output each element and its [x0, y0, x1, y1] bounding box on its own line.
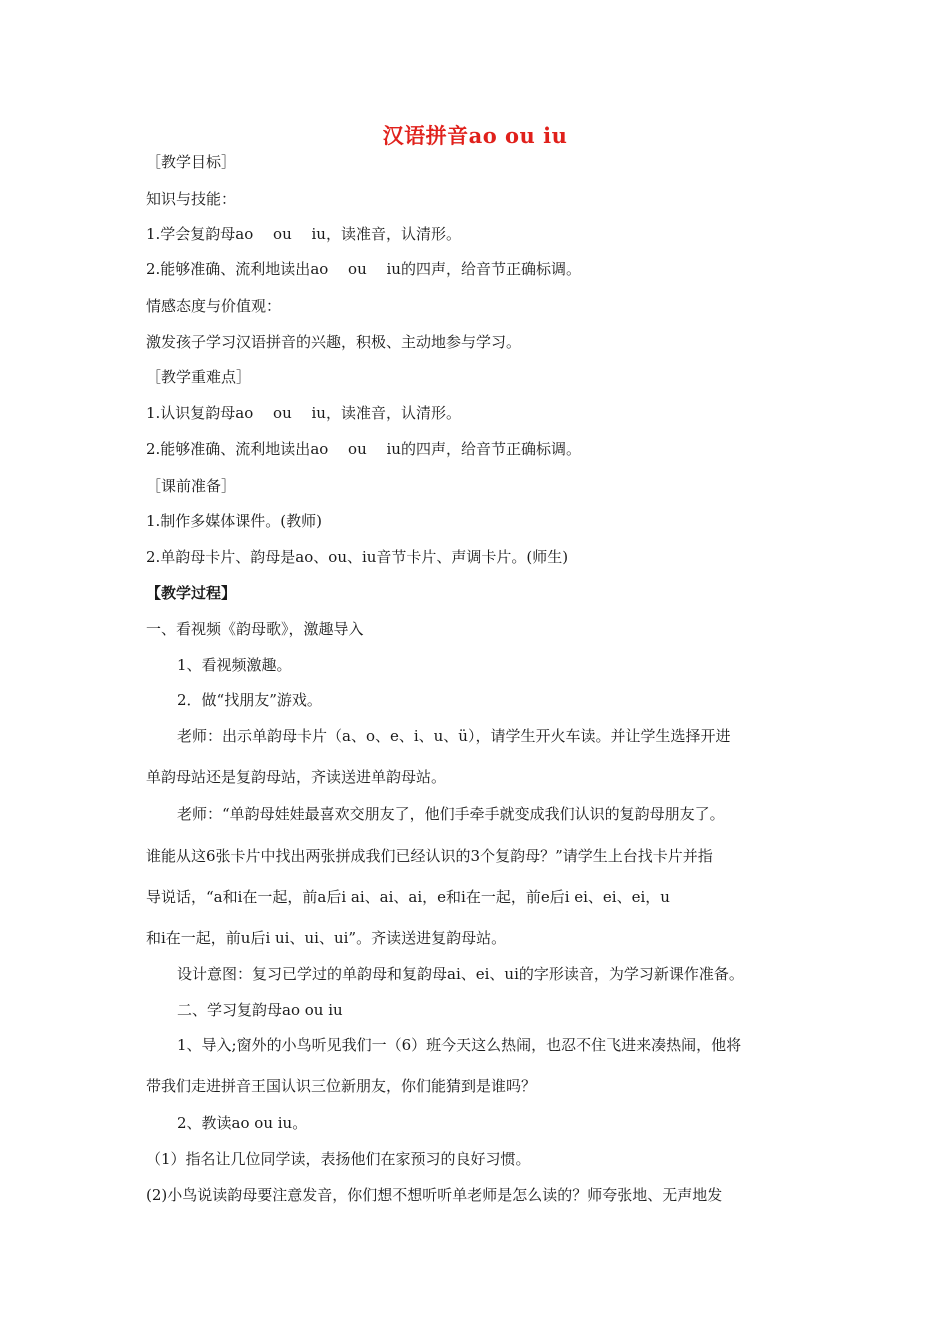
text-line: 二、学习复韵母ao ou iu — [177, 1001, 343, 1019]
text-line: 一、看视频《韵母歌》，激趣导入 — [146, 620, 364, 638]
text-line: （1）指名让几位同学读，表扬他们在家预习的良好习惯。 — [146, 1150, 531, 1168]
text-line: 激发孩子学习汉语拼音的兴趣，积极、主动地参与学习。 — [146, 333, 522, 351]
text-line: 1、看视频激趣。 — [177, 656, 292, 674]
document-title: 汉语拼音ao ou iu — [382, 123, 568, 148]
text-line: 2．做“找朋友”游戏。 — [177, 691, 322, 709]
text-line: ［教学重难点］ — [146, 368, 252, 386]
text-line: 2.能够准确、流利地读出ao ou iu的四声，给音节正确标调。 — [146, 440, 581, 458]
text-line: 设计意图：复习已学过的单韵母和复韵母ai、ei、ui的字形读音，为学习新课作准备。 — [177, 965, 744, 983]
text-line: 谁能从这6张卡片中找出两张拼成我们已经认识的3个复韵母？”请学生上台找卡片并指 — [146, 847, 713, 865]
text-line: 2.能够准确、流利地读出ao ou iu的四声，给音节正确标调。 — [146, 260, 581, 278]
text-line: ［教学目标］ — [146, 153, 237, 171]
text-line: 2、教读ao ou iu。 — [177, 1114, 308, 1132]
text-line: 知识与技能： — [146, 190, 237, 208]
text-line: (2)小鸟说读韵母要注意发音，你们想不想听听单老师是怎么读的？师夸张地、无声地发 — [146, 1186, 723, 1204]
text-line: 单韵母站还是复韵母站，齐读送进单韵母站。 — [146, 768, 447, 786]
text-line: 情感态度与价值观： — [146, 297, 282, 315]
text-line: 2.单韵母卡片、韵母是ao、ou、iu音节卡片、声调卡片。(师生) — [146, 548, 569, 566]
text-line: 和i在一起，前u后i ui、ui、ui”。齐读送进复韵母站。 — [146, 929, 507, 947]
text-line: 带我们走进拼音王国认识三位新朋友，你们能猜到是谁吗？ — [146, 1077, 537, 1095]
text-line: 1.认识复韵母ao ou iu，读准音，认清形。 — [146, 404, 461, 422]
text-line: 【教学过程】 — [146, 584, 237, 602]
text-line: ［课前准备］ — [146, 477, 237, 495]
text-line: 老师：“单韵母娃娃最喜欢交朋友了，他们手牵手就变成我们认识的复韵母朋友了。 — [177, 805, 725, 823]
text-line: 1.制作多媒体课件。(教师) — [146, 512, 323, 530]
text-line: 老师：出示单韵母卡片（a、o、e、i、u、ü），请学生开火车读。并让学生选择开进 — [177, 727, 731, 745]
text-line: 1.学会复韵母ao ou iu，读准音，认清形。 — [146, 225, 461, 243]
text-line: 导说话，“a和i在一起，前a后i ai、ai、ai，e和i在一起，前e后i ei、ei、ei，u — [146, 888, 670, 906]
text-line: 1、导入;窗外的小鸟听见我们一（6）班今天这么热闹，也忍不住飞进来凑热闹，他将 — [177, 1036, 742, 1054]
